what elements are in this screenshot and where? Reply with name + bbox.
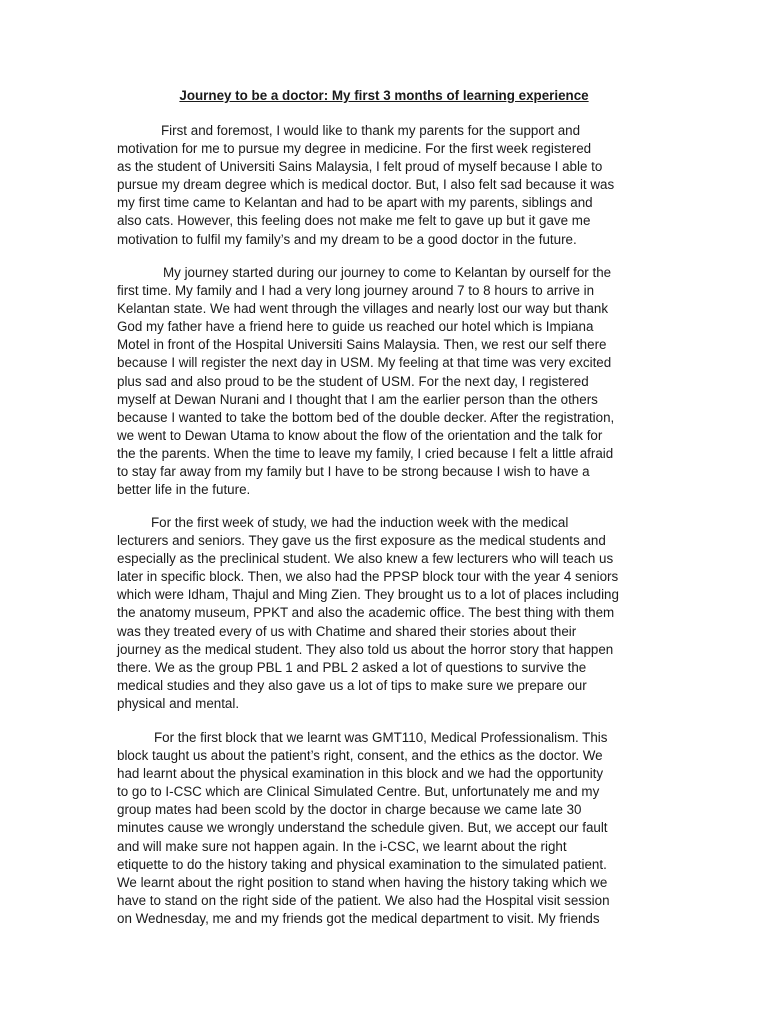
paragraph-line: etiquette to do the history taking and physical examination to the simulated patient. xyxy=(117,856,607,872)
paragraph-line: physical and mental. xyxy=(117,695,240,711)
paragraph-1 xyxy=(117,122,657,249)
paragraph-line: the the parents. When the time to leave my family, I cried because I felt a little afraid xyxy=(117,445,614,461)
paragraph-line: which were Idham, Thajul and Ming Zien. They brought us to a lot of places including xyxy=(117,587,619,603)
paragraph-4 xyxy=(117,729,657,928)
paragraph-line: plus sad and also proud to be the student of USM. For the next day, I registered xyxy=(117,373,589,389)
paragraph-line: later in specific block. Then, we also had the PPSP block tour with the year 4 seniors xyxy=(117,569,619,585)
paragraph-line: motivation to fulfil my family’s and my dream to be a good doctor in the future. xyxy=(117,231,577,247)
paragraph-3 xyxy=(117,514,657,713)
paragraph-line: because I will register the next day in USM. My feeling at that time was very excited xyxy=(117,355,612,371)
paragraph-line: myself at Dewan Nurani and I thought that I am the earlier person than the others xyxy=(117,391,598,407)
paragraph-line: had learnt about the physical examination in this block and we had the opportunity xyxy=(117,766,604,782)
paragraph-line: there. We as the group PBL 1 and PBL 2 asked a lot of questions to survive the xyxy=(117,659,587,675)
paragraph-line: the anatomy museum, PPKT and also the academic office. The best thing with them xyxy=(117,605,615,621)
paragraph-line: Motel in front of the Hospital Universiti Sains Malaysia. Then, we rest our self there xyxy=(117,337,607,353)
paragraph-line: was they treated every of us with Chatime and shared their stories about their xyxy=(117,623,577,639)
paragraph-line: God my father have a friend here to guide us reached our hotel which is Impiana xyxy=(117,319,594,335)
paragraph-line: minutes cause we wrongly understand the schedule given. But, we accept our fault xyxy=(117,820,608,836)
paragraph-line: also cats. However, this feeling does not make me felt to gave up but it gave me xyxy=(117,213,591,229)
paragraph-line: For the first week of study, we had the induction week with the medical xyxy=(151,515,569,530)
paragraph-line: have to stand on the right side of the patient. We also had the Hospital visit session xyxy=(117,892,610,908)
paragraph-line: We learnt about the right position to stand when having the history taking which we xyxy=(117,874,608,890)
paragraph-line: better life in the future. xyxy=(117,482,251,498)
paragraph-line: For the first block that we learnt was GMT110, Medical Professionalism. This xyxy=(154,730,608,745)
paragraph-line: medical studies and they also gave us a lot of tips to make sure we prepare our xyxy=(117,677,587,693)
paragraph-line: block taught us about the patient’s right, consent, and the ethics as the doctor. We xyxy=(117,748,603,764)
document-title: Journey to be a doctor: My first 3 months of learning experience xyxy=(179,88,589,103)
paragraph-line: to stay far away from my family but I have to be strong because I wish to have a xyxy=(117,464,590,480)
paragraph-line: first time. My family and I had a very long journey around 7 to 8 hours to arrive in xyxy=(117,283,595,299)
paragraph-line: pursue my dream degree which is medical doctor. But, I also felt sad because it was xyxy=(117,177,615,193)
paragraph-line: lecturers and seniors. They gave us the first exposure as the medical students and xyxy=(117,533,606,549)
paragraph-line: especially as the preclinical student. We also knew a few lecturers who will teach us xyxy=(117,551,614,567)
paragraph-line: motivation for me to pursue my degree in medicine. For the first week registered xyxy=(117,141,592,157)
paragraph-line: to go to I-CSC which are Clinical Simulated Centre. But, unfortunately me and my xyxy=(117,784,600,800)
paragraph-line: because I wanted to take the bottom bed of the double decker. After the registration, xyxy=(117,409,615,425)
paragraph-line: and will make sure not happen again. In the i-CSC, we learnt about the right xyxy=(117,838,567,854)
paragraph-line: group mates had been scold by the doctor in charge because we came late 30 xyxy=(117,802,582,818)
paragraph-line: on Wednesday, me and my friends got the medical department to visit. My friends xyxy=(117,910,600,926)
paragraph-line: as the student of Universiti Sains Malaysia, I felt proud of myself because I able to xyxy=(117,159,603,175)
paragraph-2 xyxy=(117,264,657,499)
paragraph-line: First and foremost, I would like to thank my parents for the support and xyxy=(161,123,581,138)
paragraph-line: My journey started during our journey to come to Kelantan by ourself for the xyxy=(163,265,612,280)
paragraph-line: we went to Dewan Utama to know about the flow of the orientation and the talk for xyxy=(117,427,603,443)
paragraph-line: my first time came to Kelantan and had to be apart with my parents, siblings and xyxy=(117,195,593,211)
paragraph-line: Kelantan state. We had went through the villages and nearly lost our way but thank xyxy=(117,301,609,317)
paragraph-line: journey as the medical student. They also told us about the horror story that happen xyxy=(117,641,614,657)
